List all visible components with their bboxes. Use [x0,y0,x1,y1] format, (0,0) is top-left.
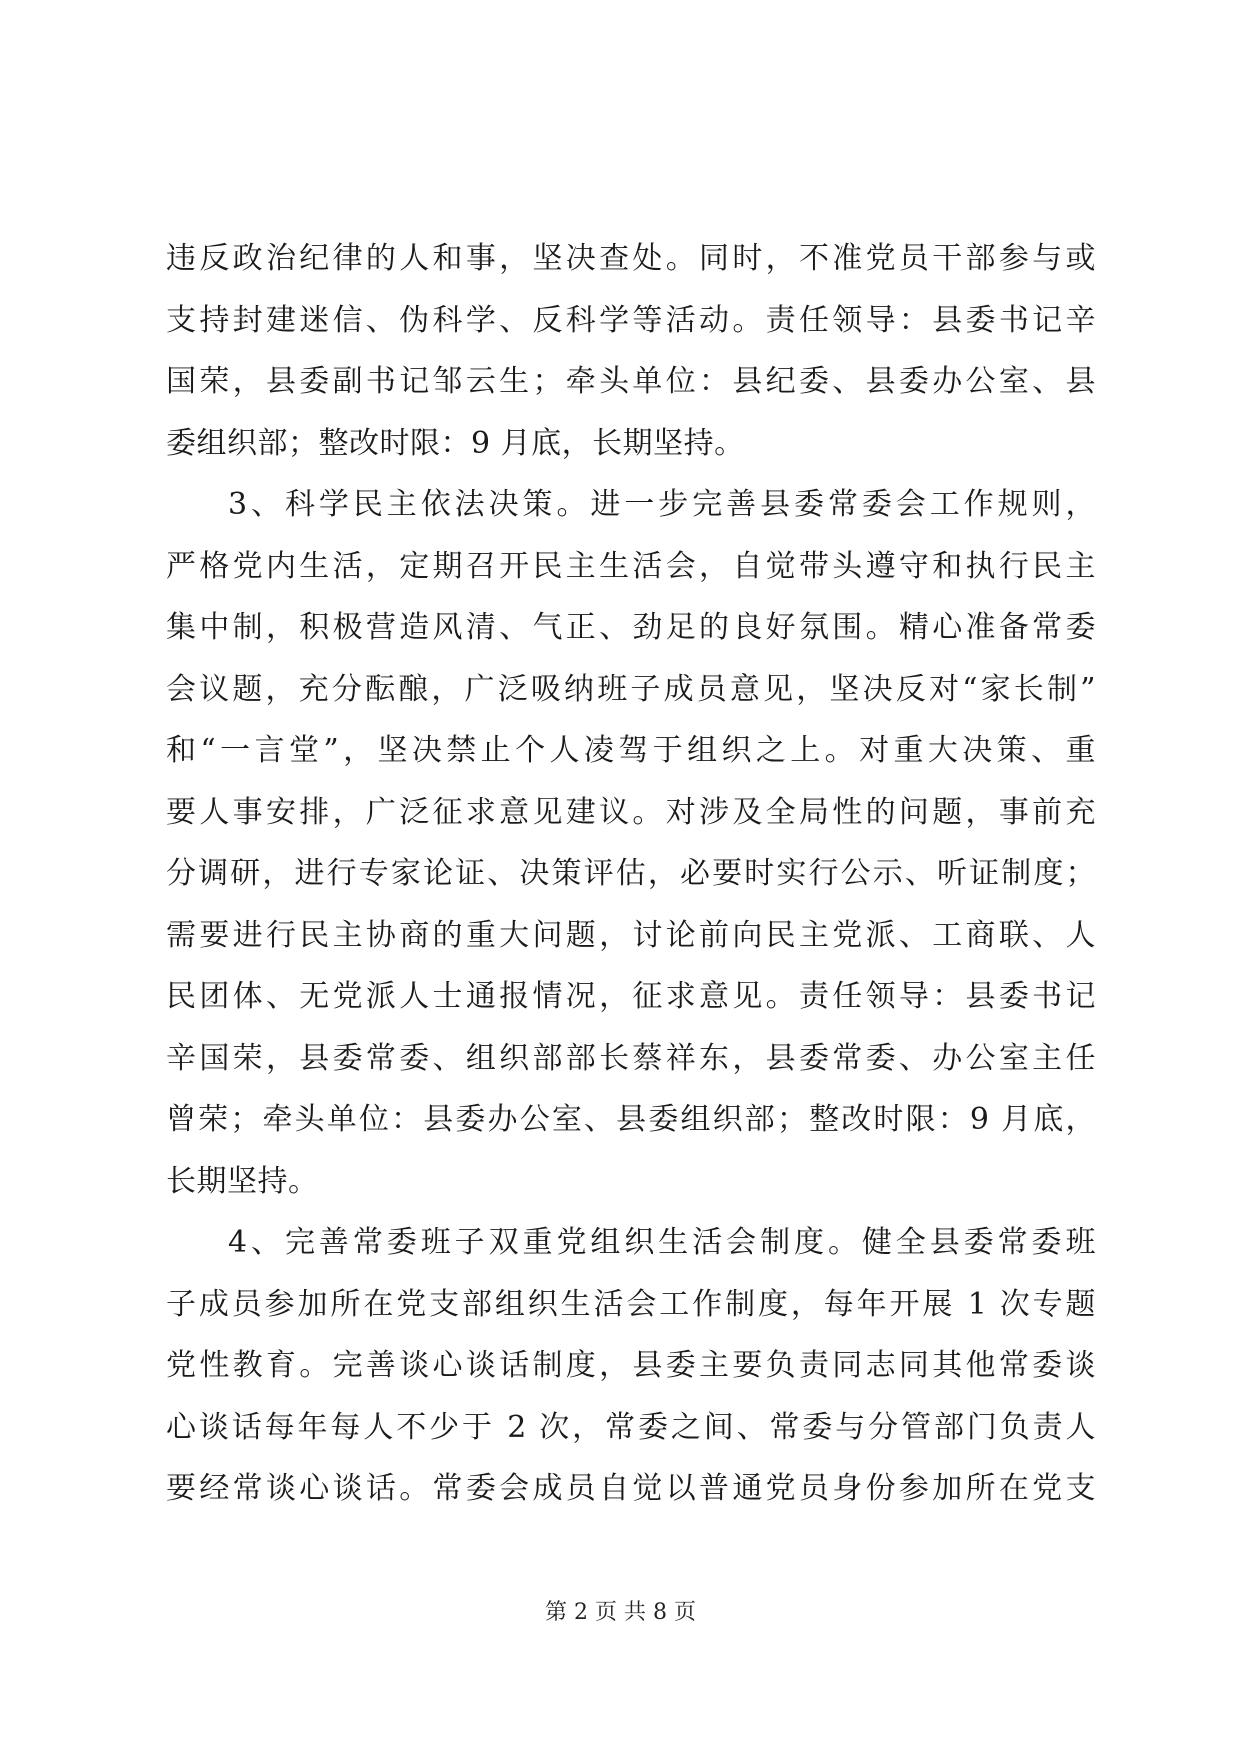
body-text [166,228,1096,1520]
text-line: 辛国荣，县委常委、组织部部长蔡祥东，县委常委、办公室主任 [166,1040,1096,1076]
page-footer: 第 2 页 共 8 页 [545,1600,696,1625]
text-line: 和“一言堂”，坚决禁止个人凌驾于组织之上。对重大决策、重 [166,733,1096,768]
text-line: 曾荣；牵头单位：县委办公室、县委组织部；整改时限：9 月底， [166,1102,1096,1137]
text-line: 3、科学民主依法决策。进一步完善县委常委会工作规则， [228,487,1096,522]
text-line: 心谈话每年每人不少于 2 次，常委之间、常委与分管部门负责人 [166,1409,1096,1445]
text-line: 严格党内生活，定期召开民主生活会，自觉带头遵守和执行民主 [166,548,1096,584]
text-line: 要人事安排，广泛征求意见建议。对涉及全局性的问题，事前充 [166,794,1096,830]
text-line: 要经常谈心谈话。常委会成员自觉以普通党员身份参加所在党支 [166,1471,1096,1506]
text-line: 党性教育。完善谈心谈话制度，县委主要负责同志同其他常委谈 [166,1348,1096,1383]
text-line: 集中制，积极营造风清、气正、劲足的良好氛围。精心准备常委 [166,610,1096,645]
text-line: 委组织部；整改时限：9 月底，长期坚持。 [166,425,745,461]
text-line: 子成员参加所在党支部组织生活会工作制度，每年开展 1 次专题 [166,1286,1096,1322]
text-line: 国荣，县委副书记邹云生；牵头单位：县纪委、县委办公室、县 [166,364,1096,399]
text-line: 支持封建迷信、伪科学、反科学等活动。责任领导：县委书记辛 [166,302,1096,338]
text-line: 违反政治纪律的人和事，坚决查处。同时，不准党员干部参与或 [166,241,1096,276]
text-line: 4、完善常委班子双重党组织生活会制度。健全县委常委班 [228,1225,1096,1260]
text-line: 民团体、无党派人士通报情况，征求意见。责任领导：县委书记 [166,979,1096,1014]
text-line: 长期坚持。 [166,1163,319,1199]
text-line: 会议题，充分酝酿，广泛吸纳班子成员意见，坚决反对“家长制” [166,671,1096,707]
text-line: 分调研，进行专家论证、决策评估，必要时实行公示、听证制度； [166,856,1096,891]
text-line: 需要进行民主协商的重大问题，讨论前向民主党派、工商联、人 [166,917,1096,953]
